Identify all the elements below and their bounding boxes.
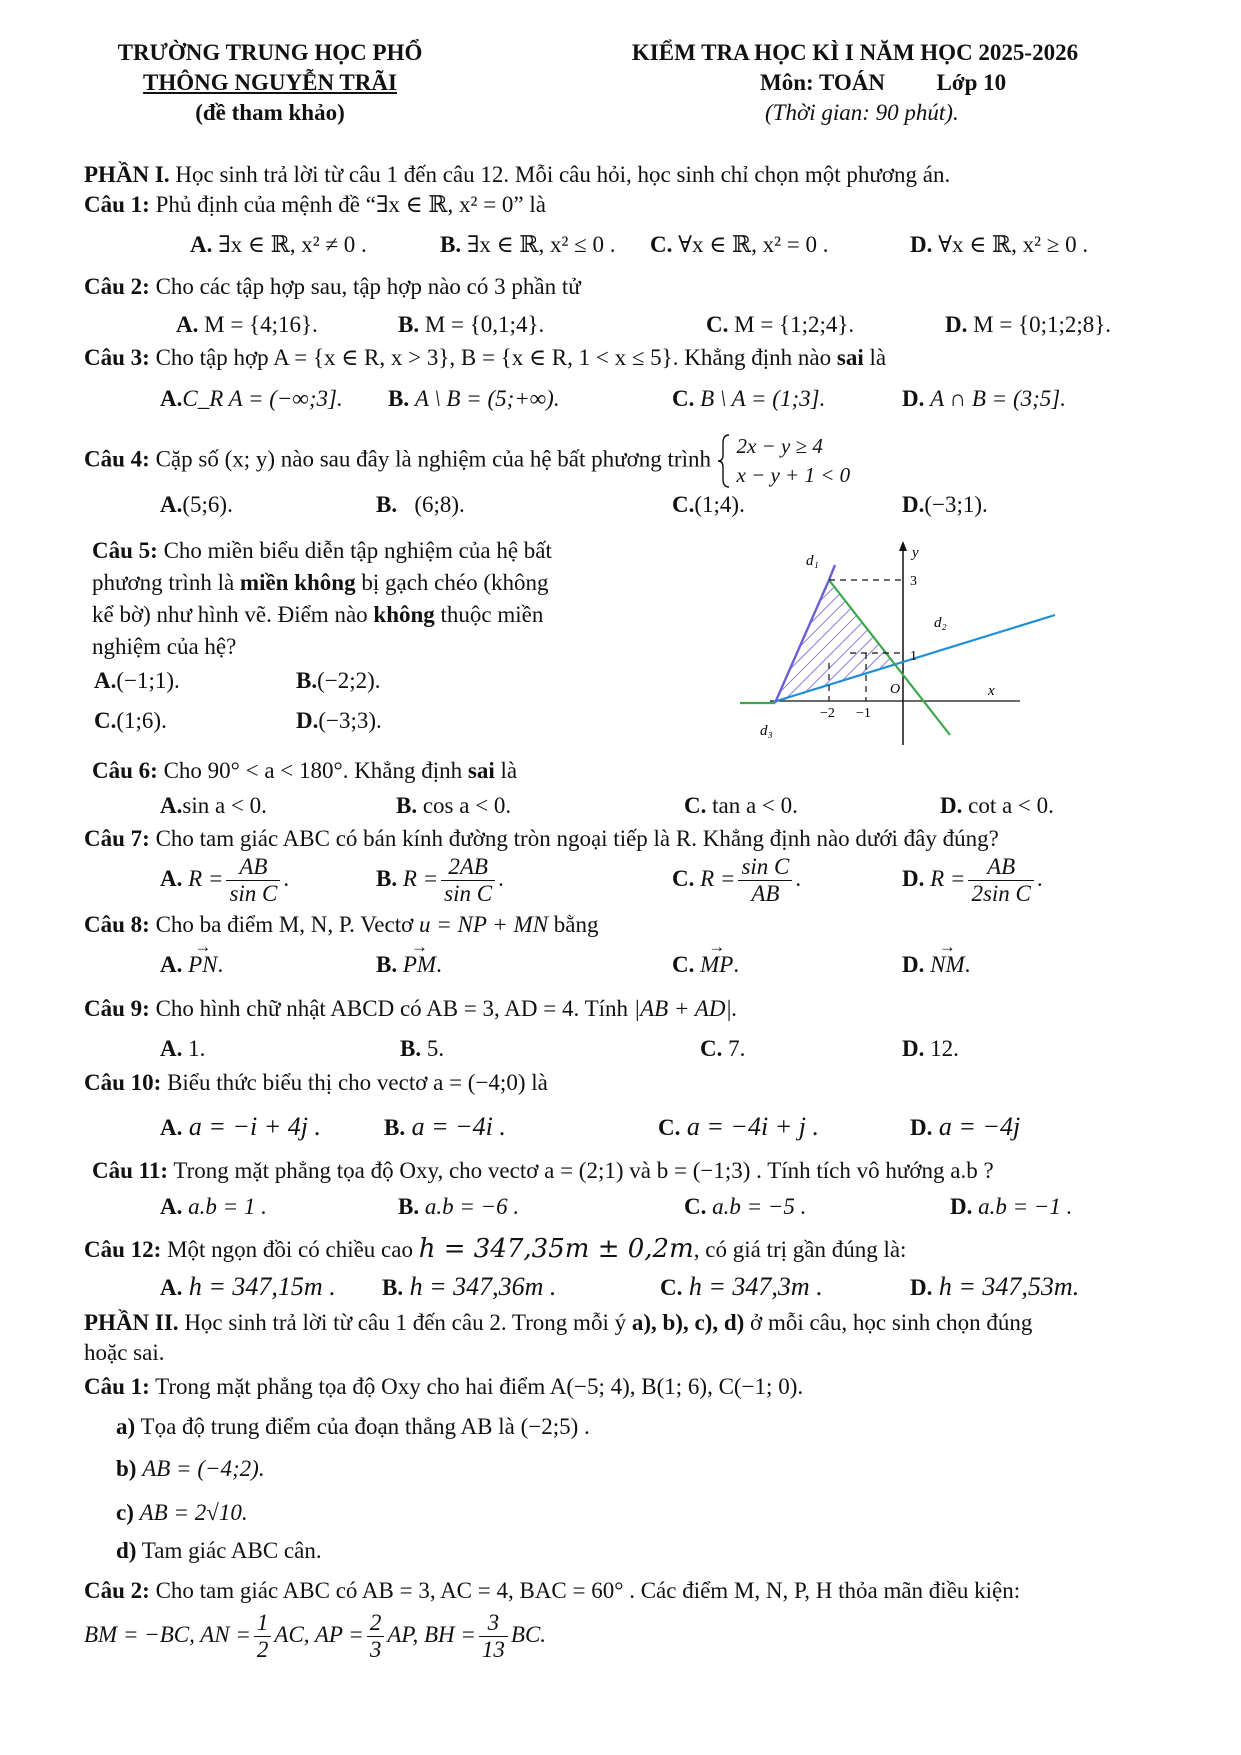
option-text: a.b = 1 . [188, 1194, 267, 1219]
y-axis-arrow-icon [899, 541, 907, 551]
option-letter: B. [398, 1194, 420, 1219]
q1-option-c[interactable] [650, 232, 829, 258]
part1-title: PHẦN I. [84, 162, 170, 187]
question-4 [84, 432, 850, 491]
q10-option-c[interactable] [658, 1112, 819, 1142]
q3-option-b[interactable] [388, 386, 560, 412]
condition-part: BC. [510, 1622, 547, 1648]
option-text: sin a < 0. [182, 793, 267, 818]
part2-instruction-line2: hoặc sai. [84, 1340, 165, 1365]
question-12 [84, 1234, 906, 1264]
part2-question-1 [84, 1374, 803, 1400]
q9-option-b[interactable] [400, 1036, 444, 1062]
item-text: Tọa độ trung điểm của đoạn thẳng AB là (−2;5) . [140, 1414, 590, 1439]
option-letter: A. [160, 1036, 183, 1061]
option-text: B \ A = (1;3]. [700, 386, 826, 411]
part2-title: PHẦN II. [84, 1310, 179, 1335]
q11-option-a[interactable] [160, 1194, 267, 1220]
question-label: Câu 4: [84, 446, 150, 472]
question-8 [84, 912, 599, 938]
option-text: (−1;1). [116, 668, 180, 693]
part2-items: a), b), c), d) [631, 1310, 745, 1335]
option-text: (1;4). [694, 492, 745, 517]
numerator: 1 [254, 1610, 272, 1637]
question-text: Phủ định của mệnh đề “∃x ∈ ℝ, x² = 0” là [155, 192, 546, 217]
question-7 [84, 826, 999, 852]
line-d1-top [829, 565, 835, 580]
option-letter: B. [388, 386, 410, 411]
option-letter: A. [176, 312, 199, 337]
question-text: Cho 90° < a < 180°. Khẳng định [163, 758, 463, 783]
q2-option-b[interactable] [398, 312, 544, 338]
option-text: (1;6). [116, 708, 167, 733]
p2q1-item-a[interactable] [116, 1414, 590, 1440]
option-text: C_R A = (−∞;3]. [182, 386, 343, 411]
option-letter: B. [384, 1115, 406, 1140]
option-text: (6;8). [414, 492, 465, 517]
part2-heading [84, 1310, 1032, 1336]
q11-option-c[interactable] [684, 1194, 806, 1220]
q9-option-c[interactable] [700, 1036, 745, 1062]
option-letter: C. [660, 1275, 683, 1300]
question-11 [92, 1158, 994, 1184]
q5-option-d[interactable] [296, 708, 382, 734]
q7-option-d[interactable]: D. R = $\frac{AB}{\text{2sin C}}$ . [902, 854, 1043, 907]
q12-option-d[interactable] [910, 1272, 1079, 1302]
hatched-region [775, 580, 897, 703]
q5-option-b[interactable] [296, 668, 381, 694]
condition-part: BM = −BC, AN = [84, 1622, 251, 1648]
question-text: Cho tam giác ABC có AB = 3, AC = 4, BAC = 60° . Các điểm M, N, P, H thỏa mãn điều kiện: [155, 1578, 1021, 1603]
question-text: Một ngọn đồi có chiều cao [167, 1237, 413, 1262]
label-1: 1 [910, 649, 917, 664]
option-letter: C. [684, 1194, 707, 1219]
option-text: → NM [930, 952, 965, 978]
option-letter: B. [382, 1275, 404, 1300]
condition-part: AC, AP = [274, 1622, 364, 1648]
question-label: Câu 2: [84, 274, 150, 299]
option-letter: A. [160, 866, 183, 892]
item-text: AB = (−4;2). [142, 1456, 265, 1481]
option-text: (−2;2). [317, 668, 381, 693]
fraction [226, 854, 280, 908]
option-text: A \ B = (5;+∞). [414, 386, 560, 411]
option-letter: D. [910, 1115, 933, 1140]
label-minus1: −1 [856, 706, 871, 721]
q6-option-c[interactable] [684, 793, 798, 819]
inequality-1: 2x − y ≥ 4 [736, 434, 823, 458]
question-label: Câu 5: [92, 538, 158, 563]
question-label: Câu 1: [84, 1374, 150, 1399]
q10-option-a[interactable] [160, 1112, 321, 1142]
option-letter: C. [684, 793, 707, 818]
item-letter: b) [116, 1456, 137, 1481]
option-letter: A. [160, 1115, 183, 1140]
item-letter: d) [116, 1538, 137, 1563]
option-text: → PN [188, 952, 217, 978]
question-5-line3 [92, 602, 543, 628]
q3-option-d[interactable] [902, 386, 1066, 412]
p2q1-item-c[interactable] [116, 1500, 248, 1526]
numerator: AB [226, 854, 280, 881]
option-r: R = [188, 866, 224, 892]
option-text: 5. [426, 1036, 445, 1061]
denominator: 2sin C [971, 881, 1031, 907]
numerator: 2AB [441, 854, 495, 881]
q3-option-c[interactable] [672, 386, 825, 412]
option-letter: A. [190, 232, 213, 257]
option-letter: C. [672, 492, 695, 517]
emphasis: không [373, 602, 435, 627]
q4-option-c[interactable] [672, 492, 745, 518]
option-text: a = −4j [938, 1112, 1021, 1141]
option-letter: C. [658, 1115, 681, 1140]
question-text: Cho các tập hợp sau, tập hợp nào có 3 phần tử [155, 274, 581, 299]
brace-icon [717, 433, 731, 489]
label-origin: O [890, 682, 901, 697]
label-d3: d₃ [760, 723, 773, 739]
item-letter: c) [116, 1500, 134, 1525]
q1-option-d[interactable] [910, 232, 1088, 258]
q9-option-d[interactable] [902, 1036, 959, 1062]
option-text: h = 347,15m . [188, 1272, 336, 1301]
option-r: R = [402, 866, 439, 892]
option-letter: D. [902, 492, 925, 517]
part2-instruction: Học sinh trả lời từ câu 1 đến câu 2. Trong mỗi ý [184, 1310, 627, 1335]
question-10 [84, 1070, 548, 1096]
p2q1-item-d[interactable] [116, 1538, 322, 1564]
q6-option-b[interactable] [396, 793, 511, 819]
q2-option-a[interactable] [176, 312, 318, 338]
option-text: ∃x ∈ ℝ, x² ≤ 0 . [466, 232, 616, 257]
option-letter: C. [94, 708, 117, 733]
option-letter: A. [160, 386, 183, 411]
reference-note: (đề tham khảo) [195, 100, 345, 125]
q11-option-d[interactable] [950, 1194, 1072, 1220]
option-text: a = −4i . [411, 1112, 506, 1141]
denominator: 13 [481, 1637, 505, 1663]
question-label: Câu 2: [84, 1578, 150, 1603]
question-6 [92, 758, 517, 784]
option-letter: D. [945, 312, 968, 337]
question-label: Câu 11: [92, 1158, 169, 1183]
denominator: AB [751, 881, 780, 907]
denominator: sin C [444, 881, 493, 907]
option-letter: C. [672, 386, 695, 411]
option-letter: D. [296, 708, 319, 733]
option-letter: C. [700, 1036, 723, 1061]
item-letter: a) [116, 1414, 136, 1439]
option-r: R = [700, 866, 736, 892]
numerator: 2 [367, 1610, 385, 1637]
question-label: Câu 7: [84, 826, 150, 851]
part1-heading [84, 162, 950, 188]
q5-option-a[interactable] [94, 668, 180, 694]
q7-option-c[interactable]: C. R = $\frac{\text{sin C}}{AB}$ . [672, 854, 802, 907]
option-text: a.b = −1 . [978, 1194, 1073, 1219]
question-label: Câu 6: [92, 758, 158, 783]
option-text: a = −i + 4j . [188, 1112, 321, 1141]
p2q1-item-b[interactable] [116, 1456, 265, 1482]
question-3 [84, 345, 886, 371]
exam-title: KIỂM TRA HỌC KÌ I NĂM HỌC 2025-2026 [631, 40, 1079, 65]
q2-option-c[interactable] [706, 312, 854, 338]
question-1 [84, 192, 546, 218]
option-letter: B. [400, 1036, 422, 1061]
option-text: M = {0,1;4}. [424, 312, 545, 337]
question-text: thuộc miền [440, 602, 544, 627]
question-5-line4: nghiệm của hệ? [92, 634, 237, 659]
option-letter: D. [902, 866, 925, 892]
subject-line [760, 70, 1006, 96]
question-9 [84, 996, 738, 1022]
q3-option-a[interactable] [160, 386, 343, 412]
option-text: (−3;3). [318, 708, 382, 733]
q8-option-b[interactable]: B. → PM. [376, 952, 442, 978]
option-letter: B. [398, 312, 420, 337]
inequality-2: x − y + 1 < 0 [736, 463, 851, 488]
question-2 [84, 274, 581, 300]
fraction [479, 1610, 508, 1664]
option-text: 1. [188, 1036, 206, 1061]
option-text: (5;6). [182, 492, 233, 517]
option-text: a = −4i + j . [686, 1112, 819, 1141]
label-minus2: −2 [820, 706, 835, 721]
question-text: Biểu thức biểu thị cho vectơ a = (−4;0) là [167, 1070, 548, 1095]
vector-expression: u = NP + MN [419, 912, 549, 937]
option-letter: D. [910, 232, 933, 257]
q10-option-d[interactable] [910, 1112, 1020, 1142]
q12-option-c[interactable] [660, 1272, 823, 1302]
option-letter: C. [706, 312, 729, 337]
question-text: kể bờ) như hình vẽ. Điểm nào [92, 602, 368, 627]
question-text: Cho ba điểm M, N, P. Vectơ [155, 912, 414, 937]
question-text: Cho miền biểu diễn tập nghiệm của hệ bất [163, 538, 552, 563]
q8-option-a[interactable]: A. → PN. [160, 952, 223, 978]
part2-instruction: ở mỗi câu, học sinh chọn đúng [750, 1310, 1033, 1335]
q5-option-c[interactable] [94, 708, 167, 734]
question-label: Câu 1: [84, 192, 150, 217]
option-text: ∀x ∈ ℝ, x² = 0 . [678, 232, 829, 257]
question-text: Trong mặt phẳng tọa độ Oxy, cho vectơ a = (2;1) và b = (−1;3) . Tính tích vô hướng a.b ? [173, 1158, 994, 1183]
q12-option-b[interactable] [382, 1272, 556, 1302]
q7-option-a[interactable]: A. R = $\frac{AB}{\text{sin C}}$ . [160, 854, 290, 907]
option-letter: A. [160, 793, 183, 818]
option-text: tan a < 0. [712, 793, 798, 818]
option-text: h = 347,53m. [938, 1272, 1080, 1301]
item-text: Tam giác ABC cân. [141, 1538, 322, 1563]
fraction [738, 854, 792, 908]
denominator: 3 [369, 1637, 382, 1663]
option-text: A ∩ B = (3;5]. [930, 386, 1066, 411]
q5-graph-figure [720, 535, 1060, 750]
q8-option-d[interactable]: D. → NM. [902, 952, 970, 978]
label-x: x [988, 683, 995, 699]
option-text: a.b = −5 . [712, 1194, 807, 1219]
option-letter: A. [160, 1194, 183, 1219]
height-expression: h = 347,35m ± 0,2m [418, 1234, 694, 1264]
question-tail: bằng [553, 912, 599, 937]
option-r: R = [930, 866, 966, 892]
q11-option-b[interactable] [398, 1194, 519, 1220]
question-label: Câu 3: [84, 345, 150, 370]
question-text: Cho tam giác ABC có bán kính đường tròn ngoại tiếp là R. Khẳng định nào dưới đây đúng? [155, 826, 999, 851]
denominator: sin C [229, 881, 278, 907]
question-5-line2 [92, 570, 549, 596]
option-letter: B. [376, 866, 398, 892]
option-text: cot a < 0. [968, 793, 1054, 818]
option-text: ∀x ∈ ℝ, x² ≥ 0 . [938, 232, 1089, 257]
option-letter: A. [160, 1275, 183, 1300]
question-text: bị gạch chéo (không [361, 570, 549, 595]
option-letter: A. [160, 952, 183, 977]
fraction [254, 1610, 272, 1664]
emphasis: sai [467, 758, 495, 783]
question-text: Cho tập hợp A = {x ∈ R, x > 3}, B = {x ∈ R, 1 < x ≤ 5}. Khẳng định nào [155, 345, 832, 370]
numerator: 3 [479, 1610, 508, 1637]
label-d1: d₁ [806, 553, 819, 569]
option-text: h = 347,36m . [409, 1272, 557, 1301]
part2-question-2 [84, 1578, 1020, 1604]
fraction [367, 1610, 385, 1664]
emphasis: sai [836, 345, 864, 370]
question-text: Trong mặt phẳng tọa độ Oxy cho hai điểm A(−5; 4), B(1; 6), C(−1; 0). [155, 1374, 804, 1399]
question-tail: là [500, 758, 518, 783]
option-text: M = {1;2;4}. [734, 312, 855, 337]
option-letter: D. [910, 1275, 933, 1300]
q1-option-b[interactable] [440, 232, 615, 258]
school-name-line2: THÔNG NGUYỄN TRÃI [143, 70, 397, 95]
option-text: → PM [403, 952, 436, 978]
q6-option-d[interactable] [940, 793, 1054, 819]
option-letter: A. [160, 492, 183, 517]
option-letter: B. [376, 492, 398, 517]
emphasis: miền không [239, 570, 356, 595]
numerator: sin C [738, 854, 792, 881]
subject: Môn: TOÁN [760, 70, 886, 95]
option-letter: A. [94, 668, 117, 693]
q10-option-b[interactable] [384, 1112, 506, 1142]
grade: Lớp 10 [936, 70, 1007, 95]
option-text: h = 347,3m . [688, 1272, 823, 1301]
q4-option-d[interactable] [902, 492, 988, 518]
school-name-line1: TRƯỜNG TRUNG HỌC PHỔ [117, 40, 423, 65]
vector-expression: |AB + AD|. [633, 996, 738, 1021]
option-letter: C. [650, 232, 673, 257]
q12-option-a[interactable] [160, 1272, 336, 1302]
option-text: 12. [930, 1036, 959, 1061]
option-text: (−3;1). [924, 492, 988, 517]
exam-time: (Thời gian: 90 phút). [765, 100, 959, 125]
option-letter: B. [376, 952, 398, 977]
inequality-system [736, 432, 850, 491]
option-text: 7. [728, 1036, 746, 1061]
label-y: y [912, 545, 919, 561]
option-letter: D. [902, 1036, 925, 1061]
option-text: M = {4;16}. [204, 312, 318, 337]
part2-q2-conditions [84, 1610, 546, 1664]
part1-instruction: Học sinh trả lời từ câu 1 đến câu 12. Mỗi câu hỏi, học sinh chỉ chọn một phương án. [175, 162, 951, 187]
fraction [441, 854, 495, 908]
option-letter: D. [902, 952, 925, 977]
denominator: 2 [256, 1637, 269, 1663]
option-text: cos a < 0. [422, 793, 512, 818]
numerator: AB [968, 854, 1033, 881]
option-letter: B. [440, 232, 462, 257]
question-label: Câu 10: [84, 1070, 162, 1095]
option-text: a.b = −6 . [424, 1194, 520, 1219]
option-letter: C. [672, 952, 695, 977]
fraction [968, 854, 1033, 908]
label-d2: d₂ [934, 615, 947, 631]
q4-option-b[interactable] [376, 492, 465, 518]
option-text: ∃x ∈ ℝ, x² ≠ 0 . [218, 232, 367, 257]
question-tail: là [869, 345, 887, 370]
option-text: M = {0;1;2;8}. [973, 312, 1112, 337]
q8-option-c[interactable]: C. → MP. [672, 952, 739, 978]
question-text: phương trình là [92, 570, 235, 595]
q4-option-a[interactable] [160, 492, 233, 518]
option-text: → MP [700, 952, 733, 978]
label-3: 3 [910, 574, 917, 589]
option-letter: D. [940, 793, 963, 818]
question-text: Cho hình chữ nhật ABCD có AB = 3, AD = 4. Tính [155, 996, 629, 1021]
option-letter: D. [902, 386, 925, 411]
question-label: Câu 9: [84, 996, 150, 1021]
q2-option-d[interactable] [945, 312, 1111, 338]
question-5-line1 [92, 538, 552, 564]
option-letter: B. [296, 668, 318, 693]
option-letter: D. [950, 1194, 973, 1219]
condition-part: AP, BH = [387, 1622, 476, 1648]
item-text: AB = 2√10. [139, 1500, 248, 1525]
q1-option-a[interactable] [190, 232, 367, 258]
q7-option-b[interactable]: B. R = $\frac{2AB}{\text{sin C}}$ . [376, 854, 504, 907]
question-label: Câu 8: [84, 912, 150, 937]
q6-option-a[interactable] [160, 793, 267, 819]
option-letter: C. [672, 866, 695, 892]
q9-option-a[interactable] [160, 1036, 205, 1062]
question-label: Câu 12: [84, 1237, 162, 1262]
question-tail: , có giá trị gần đúng là: [693, 1237, 907, 1262]
option-letter: B. [396, 793, 418, 818]
question-text: Cặp số (x; y) nào sau đây là nghiệm của hệ bất phương trình [155, 446, 711, 472]
